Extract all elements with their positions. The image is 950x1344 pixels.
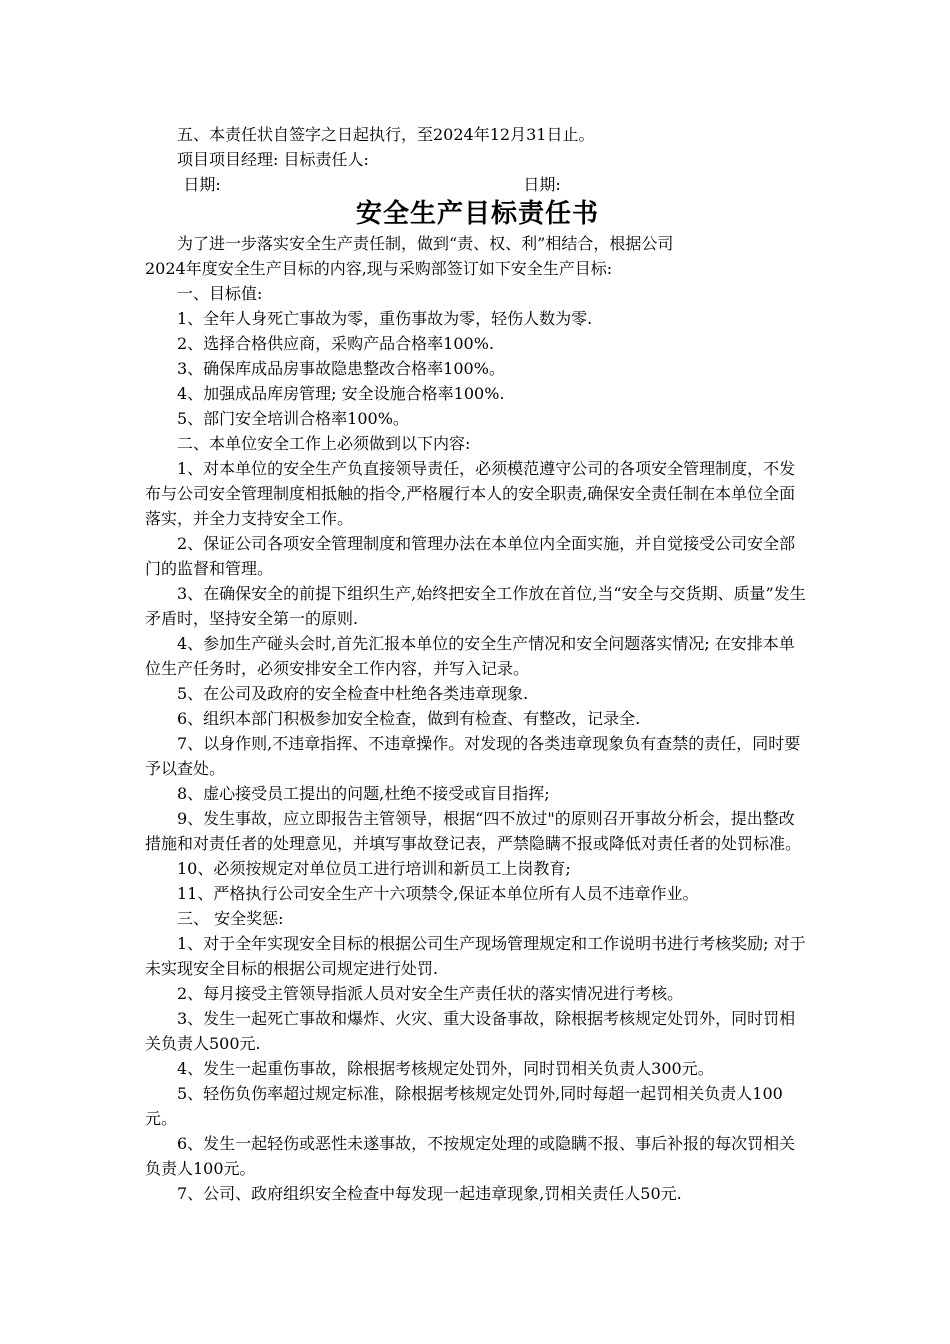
document-title: 安全生产目标责任书	[355, 199, 599, 229]
list-item: 6、组织本部门积极参加安全检查，做到有检查、有整改，记录全.	[177, 709, 641, 728]
list-item: 1、对于全年实现安全目标的根据公司生产现场管理规定和工作说明书进行考核奖励; 对于未实现安全目标的根据公司规定进行处罚.	[145, 934, 806, 978]
list-item: 2、选择合格供应商，采购产品合格率100%.	[177, 334, 495, 353]
section-two-heading: 二、本单位安全工作上必须做到以下内容:	[177, 434, 471, 453]
list-item: 11、严格执行公司安全生产十六项禁令,保证本单位所有人员不违章作业。	[177, 884, 699, 903]
list-item: 3、发生一起死亡事故和爆炸、火灾、重大设备事故，除根据考核规定处罚外，同时罚相关负责人500元.	[145, 1009, 796, 1053]
list-item: 4、发生一起重伤事故，除根据考核规定处罚外，同时罚相关负责人300元。	[177, 1059, 714, 1078]
date-right: 日期:	[523, 175, 561, 194]
list-item: 7、公司、政府组织安全检查中每发现一起违章现象,罚相关责任人50元.	[177, 1184, 682, 1203]
section-one-heading: 一、目标值:	[177, 284, 263, 303]
list-item: 8、虚心接受员工提出的问题,杜绝不接受或盲目指挥;	[177, 784, 550, 803]
list-item: 4、加强成品库房管理; 安全设施合格率100%.	[177, 384, 505, 403]
list-item: 1、对本单位的安全生产负直接领导责任，必须模范遵守公司的各项安全管理制度，不发布与公司安全管理制度相抵触的指令,严格履行本人的安全职责,确保安全责任制在本单位全面落实，并全力支持安全工作。	[145, 459, 796, 528]
date-left: 日期:	[183, 175, 221, 194]
list-item: 3、确保库成品房事故隐患整改合格率100%。	[177, 359, 505, 378]
list-item: 7、以身作则,不违章指挥、不违章操作。对发现的各类违章现象负有查禁的责任，同时要予以查处。	[145, 734, 801, 778]
list-item: 5、轻伤负伤率超过规定标准，除根据考核规定处罚外,同时每超一起罚相关负责人100元。	[145, 1084, 783, 1128]
clause-five: 五、本责任状自签字之日起执行，至2024年12月31日止。	[177, 125, 595, 144]
list-item: 3、在确保安全的前提下组织生产,始终把安全工作放在首位,当“安全与交货期、质量”发生矛盾时，坚持安全第一的原则.	[145, 584, 806, 628]
intro-line-2: 2024年度安全生产目标的内容,现与采购部签订如下安全生产目标:	[145, 259, 613, 278]
document-body	[145, 122, 810, 1206]
list-item: 4、参加生产碰头会时,首先汇报本单位的安全生产情况和安全问题落实情况; 在安排本单位生产任务时，必须安排安全工作内容，并写入记录。	[145, 634, 795, 678]
list-item: 6、发生一起轻伤或恶性未遂事故，不按规定处理的或隐瞒不报、事后补报的每次罚相关负责人100元。	[145, 1134, 796, 1178]
list-item: 2、保证公司各项安全管理制度和管理办法在本单位内全面实施，并自觉接受公司安全部门的监督和管理。	[145, 534, 796, 578]
signers-line: 项目项目经理: 目标责任人:	[177, 150, 369, 169]
date-row	[145, 172, 810, 197]
list-item: 10、必须按规定对单位员工进行培训和新员工上岗教育;	[177, 859, 571, 878]
list-item: 1、全年人身死亡事故为零，重伤事故为零，轻伤人数为零.	[177, 309, 593, 328]
list-item: 2、每月接受主管领导指派人员对安全生产责任状的落实情况进行考核。	[177, 984, 684, 1003]
list-item: 5、在公司及政府的安全检查中杜绝各类违章现象.	[177, 684, 529, 703]
list-item: 5、部门安全培训合格率100%。	[177, 409, 409, 428]
intro-line-1: 为了进一步落实安全生产责任制，做到“责、权、利”相结合，根据公司	[177, 234, 674, 253]
list-item: 9、发生事故，应立即报告主管领导，根据“四不放过"的原则召开事故分析会，提出整改措施和对责任者的处理意见，并填写事故登记表，严禁隐瞒不报或降低对责任者的处罚标准。	[145, 809, 802, 853]
section-three-heading: 三、 安全奖惩:	[177, 909, 284, 928]
